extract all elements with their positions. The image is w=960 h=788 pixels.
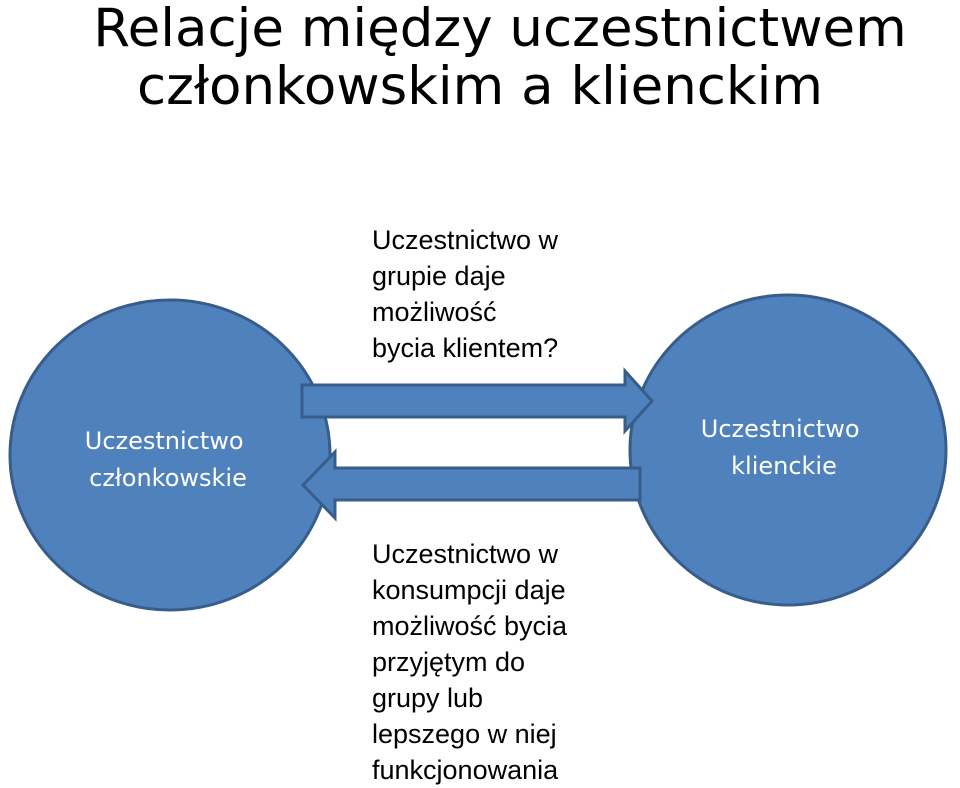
slide-title-line-2: członkowskim a klienckim [137, 56, 823, 117]
arrow-to-client [302, 371, 652, 431]
arrow-to-member-label: Uczestnictwo w konsumpcji daje możliwość bycia przyjętym do grupy lub lepszego w niej funkcjonowania [372, 539, 568, 785]
member-participation-circle [10, 300, 330, 610]
client-participation-circle [630, 295, 946, 605]
member-node-label-line-2: członkowskie [89, 464, 247, 492]
client-node-label-line-2: klienckie [731, 452, 837, 480]
member-node-label-line-1: Uczestnictwo [84, 427, 244, 455]
client-node-label-line-1: Uczestnictwo [700, 415, 860, 443]
arrow-to-client-label: Uczestnictwo w grupie daje możliwość bycia klientem? [372, 225, 559, 363]
slide-title-line-1: Relacje między uczestnictwem [93, 0, 907, 59]
arrow-to-member [303, 452, 640, 518]
